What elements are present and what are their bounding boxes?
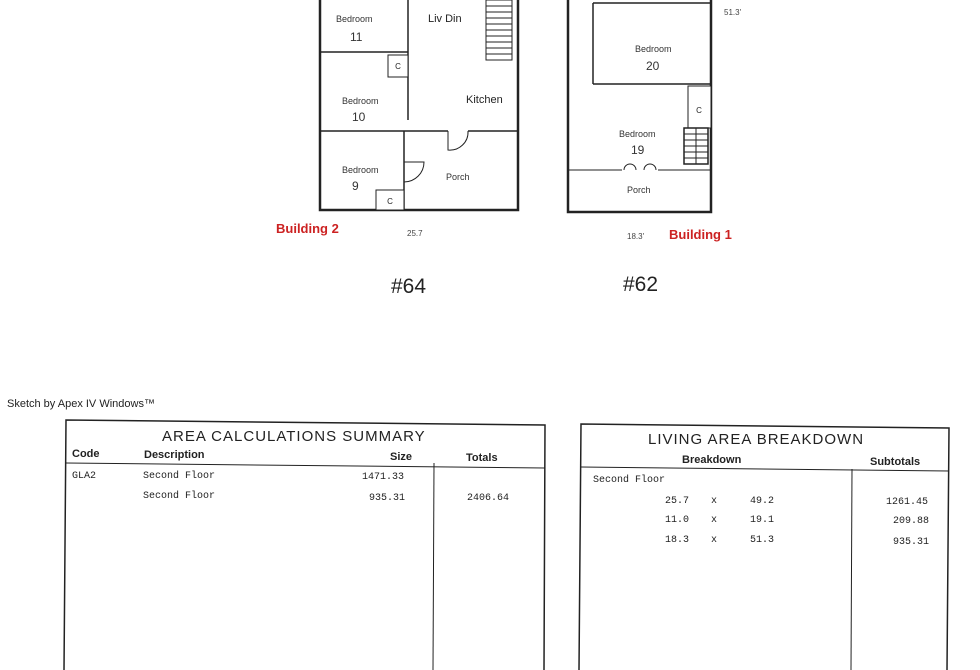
- room-bedroom-11-number: 11: [350, 30, 363, 44]
- living-section-label: Second Floor: [593, 475, 666, 486]
- unit-number-62: #62: [623, 273, 659, 296]
- living-row-3-op: x: [711, 535, 718, 546]
- closet-label: C: [395, 61, 401, 71]
- building-1-side-dimension: 51.3': [724, 8, 742, 17]
- living-col-subtotals: Subtotals: [870, 456, 921, 468]
- living-row-1-subtotal: 1261.45: [886, 497, 929, 508]
- room-bedroom-19-number: 19: [631, 143, 645, 157]
- living-row-3-b: 51.3: [750, 535, 775, 546]
- room-bedroom-11-label: Bedroom: [336, 14, 373, 24]
- living-row-1-a: 25.7: [665, 496, 690, 507]
- living-row-1-op: x: [711, 496, 718, 507]
- area-row-2-size: 935.31: [369, 493, 406, 504]
- sketch-credit: Sketch by Apex IV Windows™: [7, 398, 155, 410]
- area-table-title: AREA CALCULATIONS SUMMARY: [162, 428, 426, 445]
- area-row-1-size: 1471.33: [362, 472, 405, 483]
- building-1-bottom-dimension: 18.3': [627, 232, 645, 241]
- room-bedroom-19-label: Bedroom: [619, 129, 656, 139]
- living-row-3-subtotal: 935.31: [893, 537, 930, 548]
- area-col-description: Description: [144, 449, 205, 461]
- room-bedroom-10-number: 10: [352, 110, 366, 124]
- area-col-totals: Totals: [466, 452, 498, 464]
- closet-label-3: C: [696, 105, 702, 115]
- area-row-2-description: Second Floor: [143, 491, 216, 502]
- area-row-1-code: GLA2: [72, 471, 97, 482]
- living-row-2-b: 19.1: [750, 515, 775, 526]
- living-table-title: LIVING AREA BREAKDOWN: [648, 431, 865, 448]
- building-1-label: Building 1: [669, 227, 732, 242]
- room-porch-label-2: Porch: [627, 185, 651, 195]
- closet-label-2: C: [387, 196, 393, 206]
- room-bedroom-20-label: Bedroom: [635, 44, 672, 54]
- room-bedroom-10-label: Bedroom: [342, 96, 379, 106]
- living-row-2-subtotal: 209.88: [893, 516, 930, 527]
- living-row-2-op: x: [711, 515, 718, 526]
- area-col-size: Size: [390, 451, 413, 463]
- area-row-2-total: 2406.64: [467, 493, 510, 504]
- unit-number-64: #64: [391, 275, 427, 298]
- room-bedroom-9-number: 9: [352, 179, 359, 193]
- room-porch-label: Porch: [446, 172, 470, 182]
- room-liv-din-label: Liv Din: [428, 13, 462, 25]
- living-row-3-a: 18.3: [665, 535, 690, 546]
- living-col-breakdown: Breakdown: [682, 454, 742, 466]
- building-2-label: Building 2: [276, 221, 339, 236]
- living-row-1-b: 49.2: [750, 496, 775, 507]
- area-row-1-description: Second Floor: [143, 471, 216, 482]
- living-row-2-a: 11.0: [665, 515, 690, 526]
- room-bedroom-20-number: 20: [646, 59, 660, 73]
- room-kitchen-label: Kitchen: [466, 94, 503, 106]
- building-2-dimension: 25.7: [407, 229, 423, 238]
- room-bedroom-9-label: Bedroom: [342, 165, 379, 175]
- area-col-code: Code: [72, 448, 100, 460]
